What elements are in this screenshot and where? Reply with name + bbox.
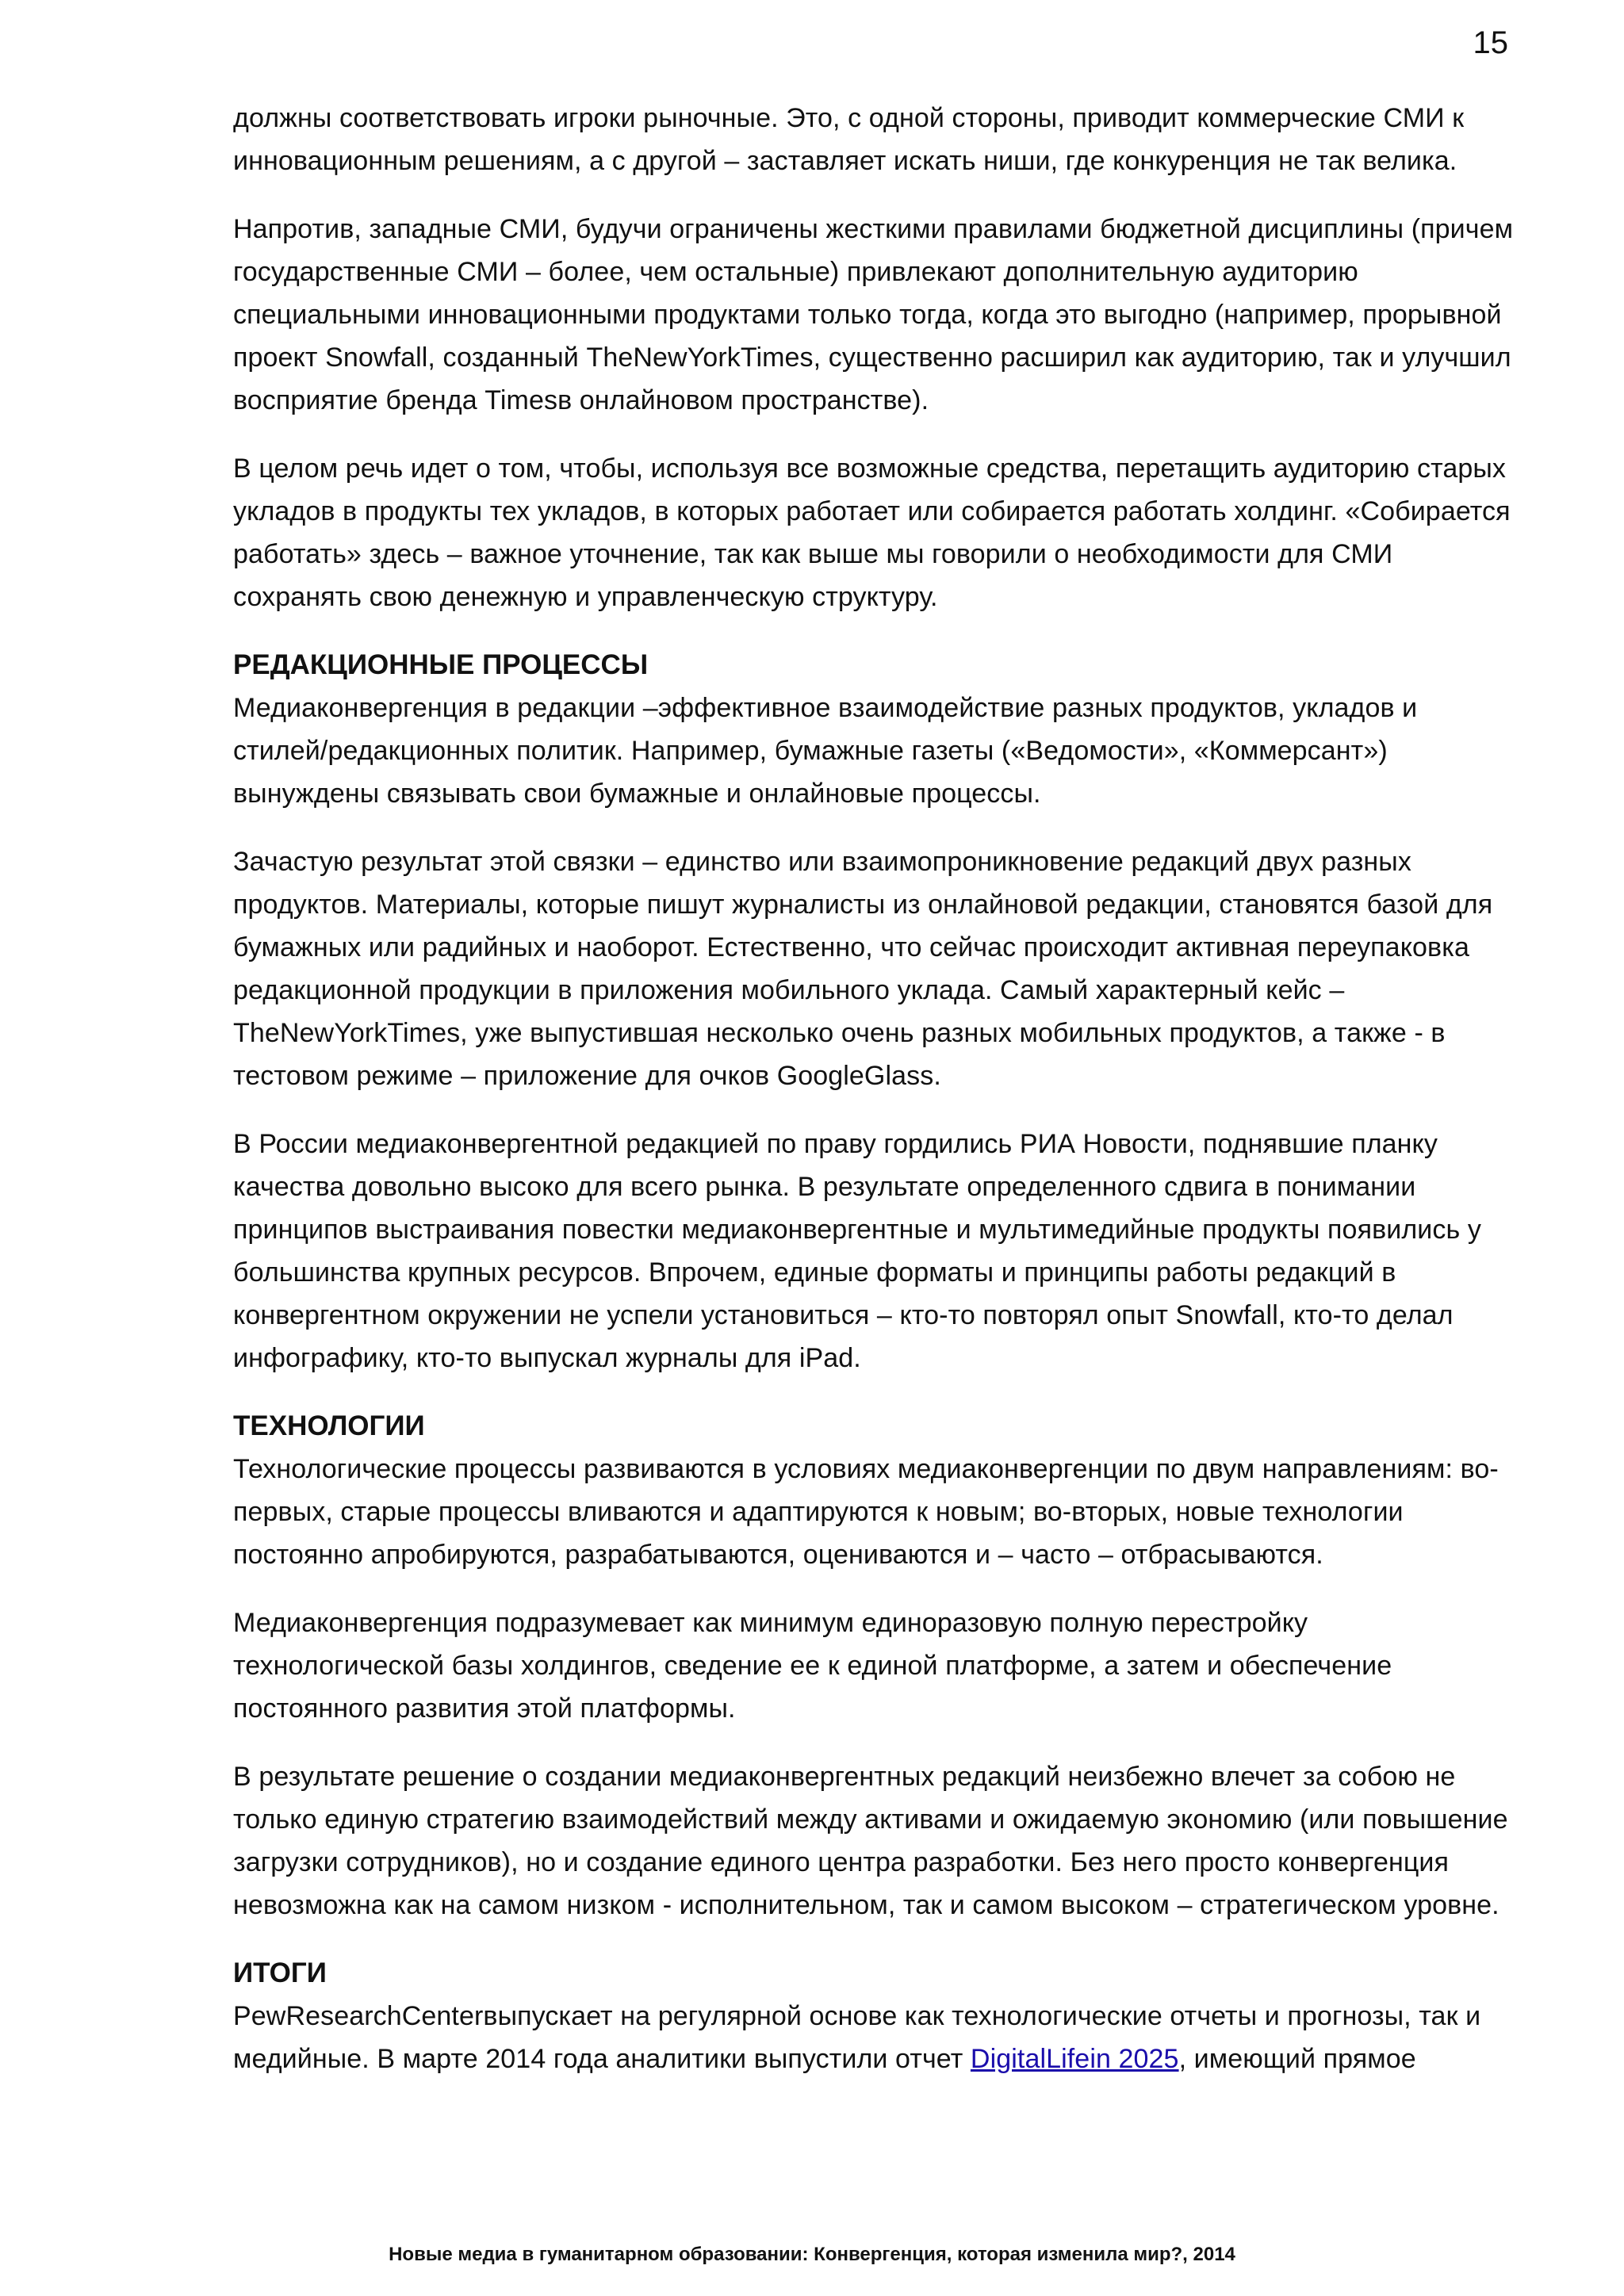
page-number: 15: [1473, 25, 1508, 60]
report-link[interactable]: DigitalLifein 2025: [970, 2044, 1179, 2074]
paragraph-text: , имеющий прямое: [1178, 2044, 1416, 2074]
paragraph: В целом речь идет о том, чтобы, используя все возможные средства, перетащить аудиторию старых укладов в продукты тех укладов, в которых работает или собирается работать холдинг. «Собирается работать» здесь – важное уточнение, так как выше мы говорили о необходимости для СМИ сохранять свою денежную и управленческую структуру.: [233, 453, 1511, 612]
paragraph: Технологические процессы развиваются в условиях медиаконвергенции по двум направлениям: во-первых, старые процессы вливаются и адаптируются к новым; во-вторых, новые технологии постоянно апробируются, разрабатываются, оцениваются и – часто – отбрасываются.: [233, 1454, 1499, 1570]
paragraph: Напротив, западные СМИ, будучи ограничены жесткими правилами бюджетной дисциплины (причем государственные СМИ – более, чем остальные) привлекают дополнительную аудиторию специальными инновационными продуктами только тогда, когда это выгодно (например, прорывной проект Snowfall, созданный TheNewYorkTimes, существенно расширил как аудиторию, так и улучшил восприятие бренда Timesв онлайновом пространстве).: [233, 214, 1514, 415]
document-body: [233, 97, 1518, 2106]
section-heading-editorial: РЕДАКЦИОННЫЕ ПРОЦЕССЫ: [233, 649, 649, 680]
paragraph: В России медиаконвергентной редакцией по праву гордились РИА Новости, поднявшие планку качества довольно высоко для всего рынка. В результате определенного сдвига в понимании принципов выстраивания повестки медиаконвергентные и мультимедийные продукты появились у большинства крупных ресурсов. Впрочем, единые форматы и принципы работы редакций в конвергентном окружении не успели установиться – кто-то повторял опыт Snowfall, кто-то делал инфографику, кто-то выпускал журналы для iPad.: [233, 1129, 1481, 1373]
paragraph: Медиаконвергенция в редакции –эффективное взаимодействие разных продуктов, укладов и стилей/редакционных политик. Например, бумажные газеты («Ведомости», «Коммерсант») вынуждены связывать свои бумажные и онлайновые процессы.: [233, 693, 1418, 809]
paragraph: В результате решение о создании медиаконвергентных редакций неизбежно влечет за собою не только единую стратегию взаимодействий между активами и ожидаемую экономию (или повышение загрузки сотрудников), но и создание единого центра разработки. Без него просто конвергенция невозможна как на самом низком - исполнительном, так и самом высоком – стратегическом уровне.: [233, 1762, 1508, 1920]
paragraph: должны соответствовать игроки рыночные. Это, с одной стороны, приводит коммерческие СМИ к инновационным решениям, а с другой – заставляет искать ниши, где конкуренция не так велика.: [233, 103, 1465, 176]
section-heading-technologies: ТЕХНОЛОГИИ: [233, 1410, 425, 1441]
paragraph: Медиаконвергенция подразумевает как минимум единоразовую полную перестройку технологической базы холдингов, сведение ее к единой платформе, а затем и обеспечение постоянного развития этой платформы.: [233, 1608, 1392, 1724]
paragraph-with-link: [233, 1995, 1518, 2080]
section-heading-results: ИТОГИ: [233, 1957, 327, 1988]
paragraph: Зачастую результат этой связки – единство или взаимопроникновение редакций двух разных продуктов. Материалы, которые пишут журналисты из онлайновой редакции, становятся базой для бумажных или радийных и наоборот. Естественно, что сейчас происходит активная переупаковка редакционной продукции в приложения мобильного уклада. Самый характерный кейс – TheNewYorkTimes, уже выпустившая несколько очень разных мобильных продуктов, а также - в тестовом режиме – приложение для очков GoogleGlass.: [233, 847, 1493, 1091]
paragraph-text: PewResearchCenterвыпускает на регулярной основе как технологические отчеты и прогнозы, так и медийные. В марте 2014 года аналитики выпустили отчет: [233, 2001, 1481, 2074]
page-footer: Новые медиа в гуманитарном образовании: Конвергенция, которая изменила мир?, 2014: [389, 2244, 1235, 2265]
